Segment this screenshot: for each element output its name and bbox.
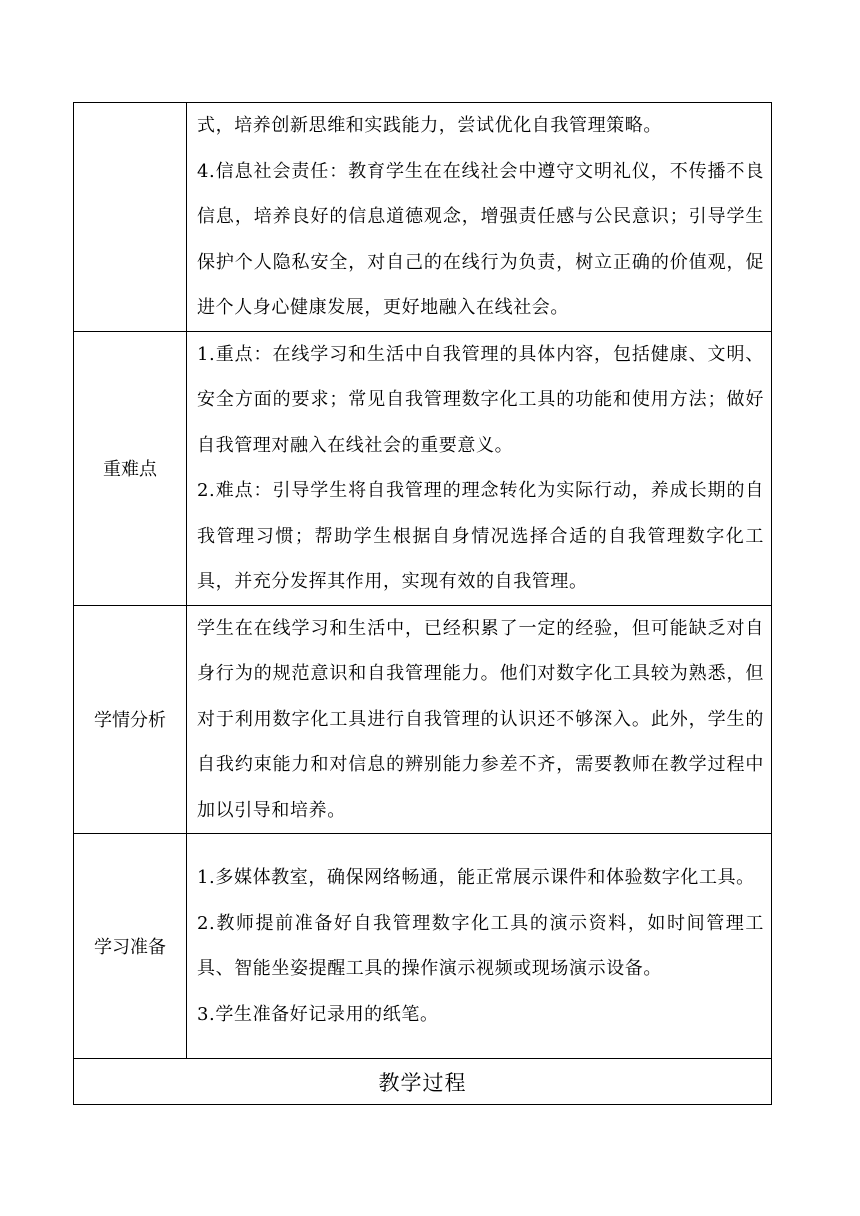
table-row-key-difficult-points <box>74 331 772 605</box>
row-label: 学习准备 <box>74 834 187 1059</box>
row-label: 学情分析 <box>74 605 187 834</box>
paragraph: 学生在在线学习和生活中，已经积累了一定的经验，但可能缺乏对自身行为的规范意识和自我管理能力。他们对数字化工具较为熟悉，但对于利用数字化工具进行自我管理的认识还不够深入。此外，学生的自我约束能力和对信息的辨别能力参差不齐，需要教师在教学过程中加以引导和培养。 <box>197 617 764 821</box>
row-label: 重难点 <box>74 331 187 605</box>
row-content <box>187 605 772 834</box>
row-content <box>187 331 772 605</box>
row-content <box>187 103 772 332</box>
table-row-student-analysis <box>74 605 772 834</box>
paragraph: 式，培养创新思维和实践能力，尝试优化自我管理策略。 <box>197 115 662 136</box>
table-row-literacy-goals <box>74 103 772 332</box>
table-row-teaching-process <box>74 1059 772 1105</box>
paragraph: 1.重点：在线学习和生活中自我管理的具体内容，包括健康、文明、安全方面的要求；常见自我管理数字化工具的功能和使用方法；做好自我管理对融入在线社会的重要意义。 <box>197 343 764 456</box>
row-label <box>74 103 187 332</box>
paragraph: 2.教师提前准备好自我管理数字化工具的演示资料，如时间管理工具、智能坐姿提醒工具的操作演示视频或现场演示设备。 <box>197 912 764 979</box>
paragraph: 4.信息社会责任：教育学生在在线社会中遵守文明礼仪，不传播不良信息，培养良好的信息道德观念，增强责任感与公民意识；引导学生保护个人隐私安全，对自己的在线行为负责，树立正确的价值观，促进个人身心健康发展，更好地融入在线社会。 <box>197 160 764 318</box>
paragraph: 3.学生准备好记录用的纸笔。 <box>197 1003 439 1025</box>
row-content <box>187 834 772 1059</box>
section-heading: 教学过程 <box>74 1059 772 1105</box>
table-row-learning-preparation <box>74 834 772 1059</box>
paragraph: 2.难点：引导学生将自我管理的理念转化为实际行动，养成长期的自我管理习惯；帮助学生根据自身情况选择合适的自我管理数字化工具，并充分发挥其作用，实现有效的自我管理。 <box>197 480 764 592</box>
paragraph: 1.多媒体教室，确保网络畅通，能正常展示课件和体验数字化工具。 <box>197 867 755 888</box>
lesson-plan-table <box>73 102 772 1105</box>
